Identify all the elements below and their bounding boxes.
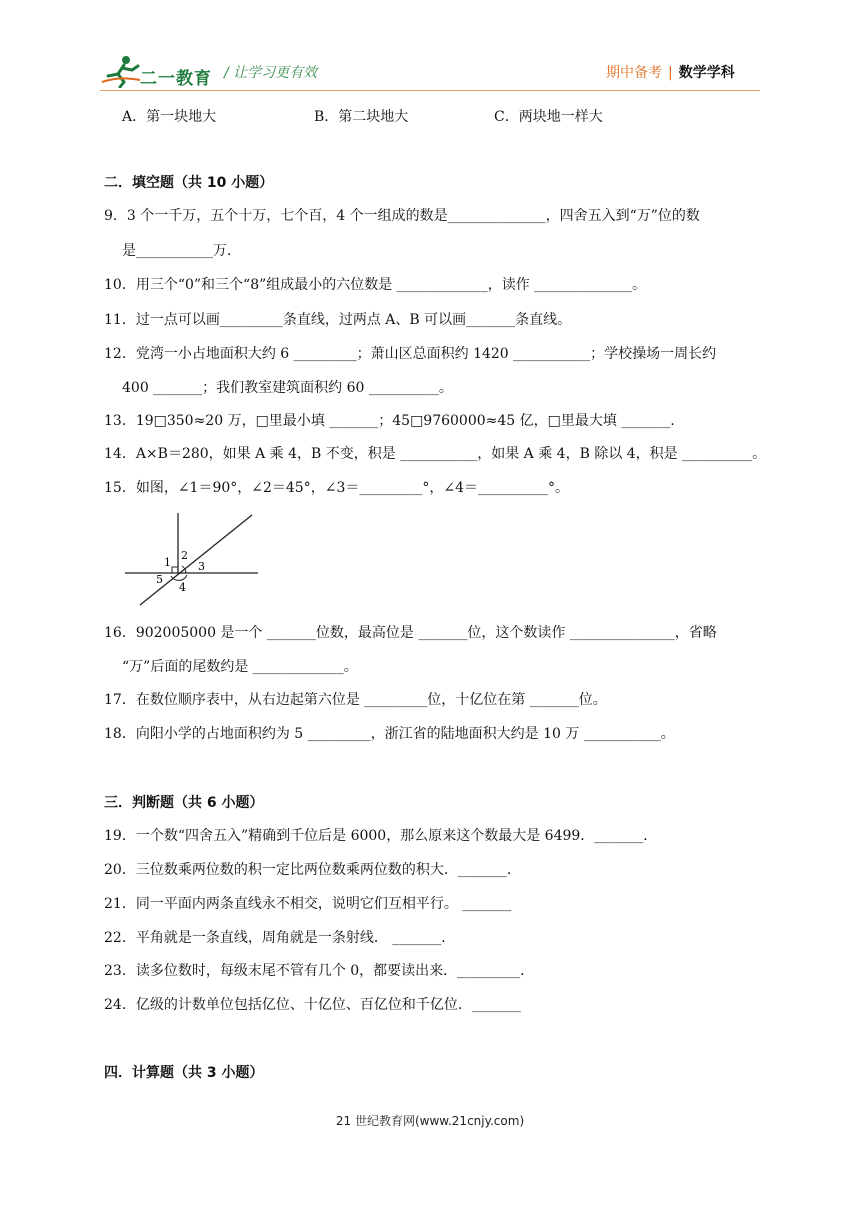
question-11: 11．过一点可以画_________条直线，过两点 A、B 可以画_______条直线。 [104,312,572,328]
header-divider [100,90,760,91]
section-calculation-title: 四．计算题（共 3 小题） [104,1065,264,1081]
figure-label-2: 2 [181,549,188,562]
question-22: 22．平角就是一条直线，周角就是一条射线． _______． [104,930,456,946]
exam-label: 期中备考 [606,65,662,81]
question-9-line1: 9．3 个一千万，五个十万，七个百，4 个一组成的数是______________，四舍五入到“万”位的数 [104,208,700,224]
angle-figure [120,510,265,610]
header-right [606,62,735,82]
option-a: A．第一块地大 [122,109,217,125]
option-b: B．第二块地大 [314,109,409,125]
question-18: 18．向阳小学的占地面积约为 5 _________，浙江省的陆地面积大约是 10 万 ___________。 [104,726,675,742]
header-separator: | [668,65,673,81]
question-24: 24．亿级的计数单位包括亿位、十亿位、百亿位和千亿位．_______ [104,997,521,1013]
option-c: C．两块地一样大 [494,109,603,125]
question-20: 20．三位数乘两位数的积一定比两位数乘两位数的积大．_______． [104,862,521,878]
question-17: 17．在数位顺序表中，从右边起第六位是 _________位，十亿位在第 _______位。 [104,692,607,708]
question-13: 13．19□350≈20 万，□里最小填 _______；45□9760000≈45 亿，□里最大填 _______． [104,413,685,429]
section-judgement-title: 三．判断题（共 6 小题） [104,795,264,811]
question-12-line2: 400 _______；我们教室建筑面积约 60 __________。 [122,380,453,396]
figure-label-5: 5 [156,573,163,586]
question-16-line2: “万”后面的尾数约是 _____________。 [122,659,358,675]
logo-text: 二一教育 [140,69,212,89]
question-10: 10．用三个“0”和三个“8”组成最小的六位数是 _____________，读作 ______________。 [104,277,647,293]
figure-label-1: 1 [164,556,171,569]
figure-label-4: 4 [179,581,186,594]
section-fill-blank-title: 二．填空题（共 10 小题） [104,175,274,191]
runner-icon [100,54,144,88]
figure-label-3: 3 [198,560,205,573]
question-23: 23．读多位数时，每级末尾不管有几个 0，都要读出来．_________． [104,963,535,979]
subject-label: 数学学科 [678,65,735,81]
question-21: 21．同一平面内两条直线永不相交，说明它们互相平行。 _______ [104,896,512,912]
right-angle-mark [172,567,178,573]
question-15: 15．如图，∠1＝90°，∠2＝45°，∠3＝_________°，∠4＝__________°。 [104,480,569,496]
question-16-line1: 16．902005000 是一个 _______位数，最高位是 _______位，这个数读作 _______________，省略 [104,625,717,641]
question-9-line2: 是___________万． [122,243,241,259]
question-14: 14．A×B＝280，如果 A 乘 4，B 不变，积是 ___________，如果 A 乘 4，B 除以 4，积是 __________。 [104,446,767,462]
page-footer: 21 世纪教育网(www.21cnjy.com) [335,1114,525,1128]
question-12-line1: 12．党湾一小占地面积大约 6 _________；萧山区总面积约 1420 ___________；学校操场一周长约 [104,346,717,362]
logo [100,54,240,94]
question-19: 19．一个数“四舍五入”精确到千位后是 6000，那么原来这个数最大是 6499．_______． [104,828,658,844]
slogan: / 让学习更有效 [224,65,318,81]
diagonal-line [140,515,252,605]
